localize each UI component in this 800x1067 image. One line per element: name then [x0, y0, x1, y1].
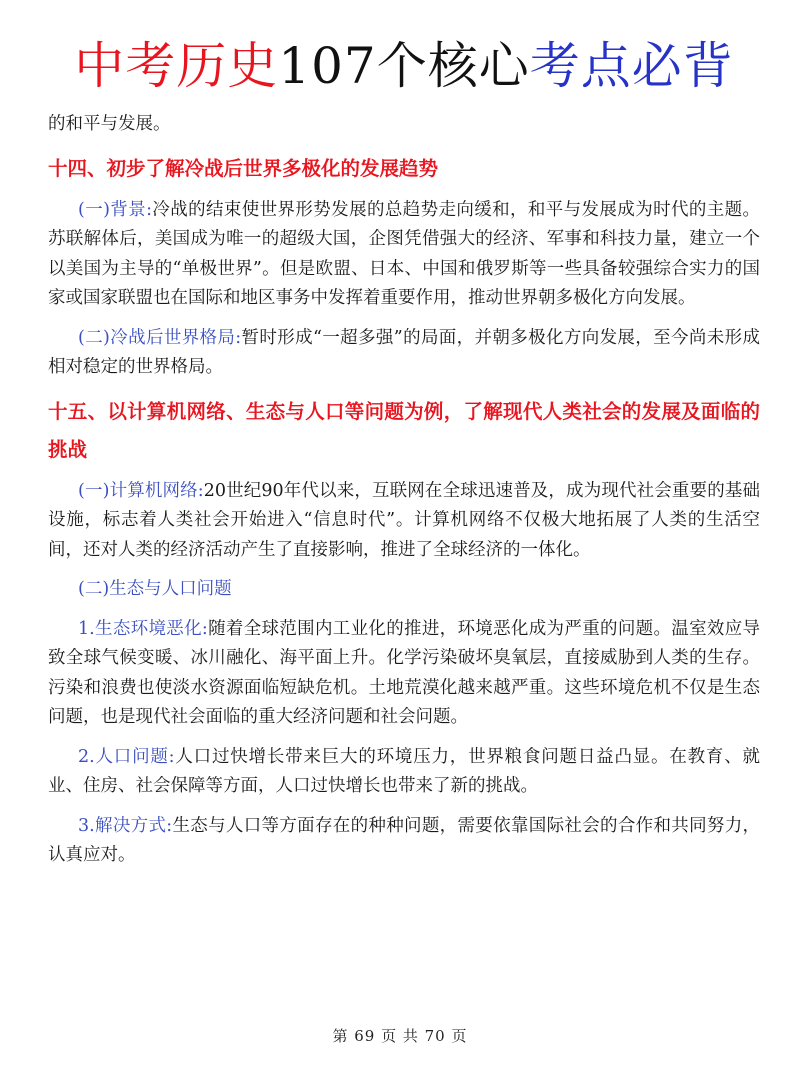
section-15-sub-1-text: 随着全球范围内工业化的推进，环境恶化成为严重的问题。温室效应导致全球气候变暖、冰川融化、海平面上升。化学污染破坏臭氧层，直接威胁到人类的生存。污染和浪费也使淡水资源面临短缺危机。土地荒漠化越来越严重。这些环境危机不仅是生态问题，也是现代社会面临的重大经济问题和社会问题。 [48, 618, 761, 727]
title-part-2: 107个核心 [278, 37, 530, 95]
section-15-item-1-text: 20世纪90年代以来，互联网在全球迅速普及，成为现代社会重要的基础设施，标志着人类社会开始进入“信息时代”。计算机网络不仅极大地拓展了人类的生活空间，还对人类的经济活动产生了直接影响，推进了全球经济的一体化。 [48, 480, 760, 560]
section-15-sub-1-lead: 1.生态环境恶化: [78, 618, 208, 639]
title-part-1: 中考历史 [74, 37, 279, 95]
section-14-item-1-text: 冷战的结束使世界形势发展的总趋势走向缓和，和平与发展成为时代的主题。苏联解体后，美国成为唯一的超级大国，企图凭借强大的经济、军事和科技力量，建立一个以美国为主导的“单极世界”。但是欧盟、日本、中国和俄罗斯等一些具备较强综合实力的国家或国家联盟也在国际和地区事务中发挥着重要作用，推动世界朝多极化方向发展。 [48, 199, 760, 308]
section-14-item-2-lead: (二)冷战后世界格局: [78, 327, 242, 348]
section-15-item-1-lead: (一)计算机网络: [78, 480, 204, 501]
page-number-footer: 第 69 页 共 70 页 [332, 1027, 468, 1045]
section-15-heading: 十五、以计算机网络、生态与人口等问题为例，了解现代人类社会的发展及面临的挑战 [48, 399, 760, 461]
section-15-sub-3-text: 生态与人口等方面存在的种种问题，需要依靠国际社会的合作和共同努力，认真应对。 [48, 815, 761, 865]
section-15-sub-3-lead: 3.解决方式: [78, 815, 173, 836]
section-15-sub-1 [48, 615, 760, 733]
section-15-sub-3 [48, 812, 760, 871]
section-15-sub-2 [48, 743, 760, 802]
section-14-heading: 十四、初步了解冷战后世界多极化的发展趋势 [48, 156, 439, 180]
section-14-item-1 [48, 196, 760, 314]
page-title [48, 0, 760, 110]
section-15-sub-2-lead: 2.人口问题: [78, 746, 175, 767]
section-15-item-2-lead: (二)生态与人口问题 [78, 579, 232, 599]
section-14-item-1-lead: (一)背景: [78, 199, 152, 220]
continuation-paragraph: 的和平与发展。 [48, 114, 171, 134]
section-14-item-2-text: 暂时形成“一超多强”的局面，并朝多极化方向发展，至今尚未形成相对稳定的世界格局。 [48, 327, 760, 377]
title-part-3: 考点必背 [529, 37, 734, 95]
section-14-item-2 [48, 324, 760, 383]
section-15-item-2 [48, 575, 760, 605]
section-15-item-1 [48, 477, 760, 566]
section-15-sub-2-text: 人口过快增长带来巨大的环境压力，世界粮食问题日益凸显。在教育、就业、住房、社会保障等方面，人口过快增长也带来了新的挑战。 [48, 746, 761, 796]
